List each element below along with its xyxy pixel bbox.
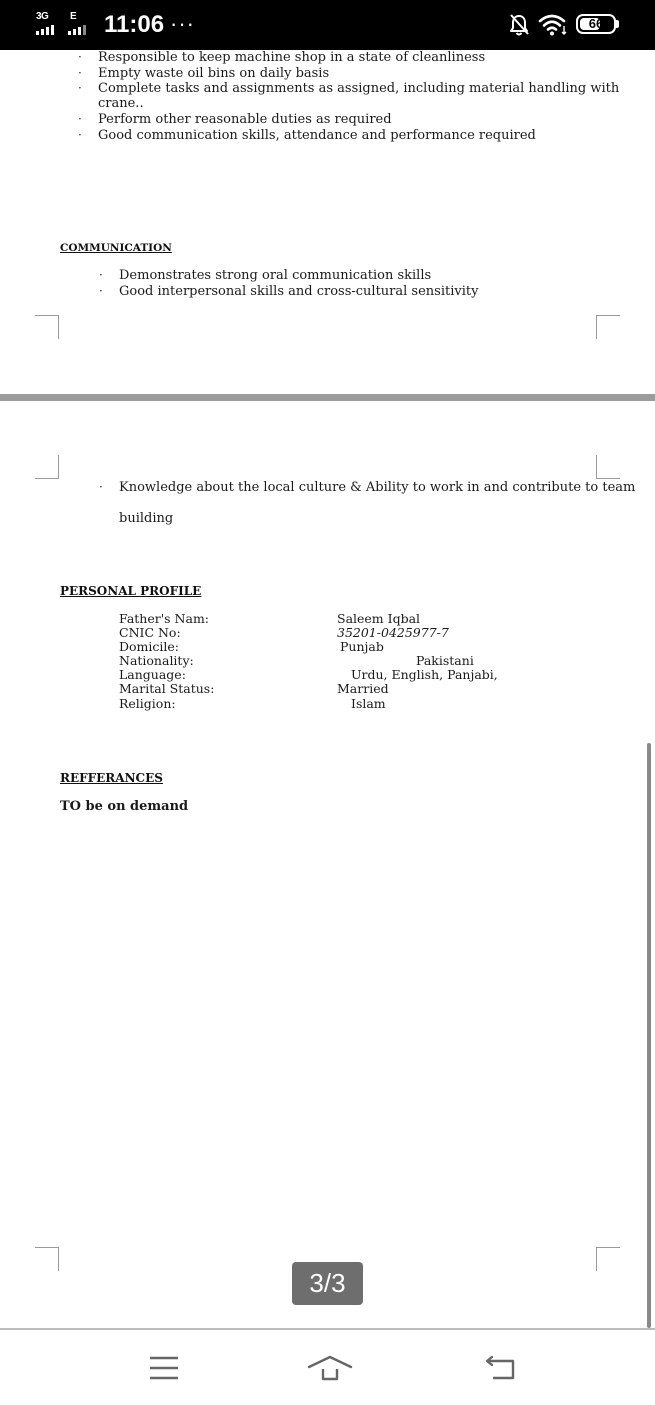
profile-label-cnic: CNIC No:: [119, 625, 181, 640]
page-separator: [0, 394, 655, 401]
communication-item: Demonstrates strong oral communication skills: [119, 268, 432, 283]
duty-item: Responsible to keep machine shop in a state of cleanliness: [98, 50, 486, 65]
communication-item: Good interpersonal skills and cross-cultural sensitivity: [119, 284, 479, 299]
home-button[interactable]: [306, 1348, 354, 1388]
profile-label-father: Father's Nam:: [119, 611, 210, 626]
network-type-e: E: [70, 11, 77, 22]
scrollbar-thumb[interactable]: [647, 743, 651, 1328]
bullet-dot: ·: [78, 66, 82, 80]
bullet-dot: ·: [78, 81, 82, 95]
profile-value-domicile: Punjab: [340, 639, 384, 654]
status-time: 11:06: [104, 11, 165, 38]
navigation-bar: [0, 1330, 655, 1405]
profile-label-marital: Marital Status:: [119, 681, 215, 696]
battery-icon: [576, 14, 616, 34]
back-icon: [483, 1355, 517, 1381]
bullet-dot: ·: [78, 128, 82, 142]
network-type-3g: 3G: [36, 11, 49, 22]
profile-label-domicile: Domicile:: [119, 639, 180, 654]
profile-label-language: Language:: [119, 667, 186, 682]
page-corner-mark: [596, 1247, 620, 1271]
profile-value-father: Saleem Iqbal: [337, 611, 421, 626]
signal-icon: [36, 25, 66, 35]
bullet-dot: ·: [99, 480, 103, 494]
more-notifications-icon: ···: [170, 11, 195, 36]
profile-value-nationality: Pakistani: [416, 653, 474, 668]
signal-e: [68, 12, 98, 36]
profile-label-religion: Religion:: [119, 696, 176, 711]
back-button[interactable]: [480, 1348, 520, 1388]
page-corner-mark: [35, 455, 59, 479]
bullet-dot: ·: [99, 268, 103, 282]
menu-icon: [148, 1355, 180, 1381]
signal-3g: [36, 12, 66, 36]
battery-percentage: 66: [588, 16, 604, 31]
profile-value-language: Urdu, English, Panjabi,: [351, 667, 498, 682]
profile-value-religion: Islam: [351, 696, 386, 711]
bell-muted-icon: [508, 13, 530, 37]
duty-item: Perform other reasonable duties as required: [98, 112, 392, 127]
bullet-dot: ·: [78, 112, 82, 126]
page-indicator: 3/3: [292, 1262, 363, 1305]
culture-item-continued: building: [119, 511, 174, 526]
duty-item: Good communication skills, attendance and performance required: [98, 128, 536, 143]
profile-value-marital: Married: [337, 681, 389, 696]
status-bar: [0, 0, 655, 50]
page-corner-mark: [35, 315, 59, 339]
communication-heading: COMMUNICATION: [60, 242, 172, 254]
signal-icon: [68, 25, 98, 35]
wifi-icon: [538, 13, 568, 37]
profile-label-nationality: Nationality:: [119, 653, 194, 668]
bullet-dot: ·: [78, 50, 82, 64]
personal-profile-heading: PERSONAL PROFILE: [60, 584, 202, 598]
recent-apps-button[interactable]: [144, 1348, 184, 1388]
profile-value-cnic: 35201-0425977-7: [337, 625, 449, 640]
references-text: TO be on demand: [60, 799, 189, 814]
duty-item-continued: crane..: [98, 96, 144, 111]
bullet-dot: ·: [99, 284, 103, 298]
culture-item: Knowledge about the local culture & Ability to work in and contribute to team: [119, 480, 636, 495]
page-corner-mark: [596, 315, 620, 339]
home-icon: [307, 1354, 353, 1382]
page-corner-mark: [35, 1247, 59, 1271]
page-corner-mark: [596, 455, 620, 479]
references-heading: REFFERANCES: [60, 771, 163, 785]
battery-cap: [616, 20, 619, 28]
duty-item: Complete tasks and assignments as assigned, including material handling with: [98, 81, 620, 96]
duty-item: Empty waste oil bins on daily basis: [98, 66, 330, 81]
